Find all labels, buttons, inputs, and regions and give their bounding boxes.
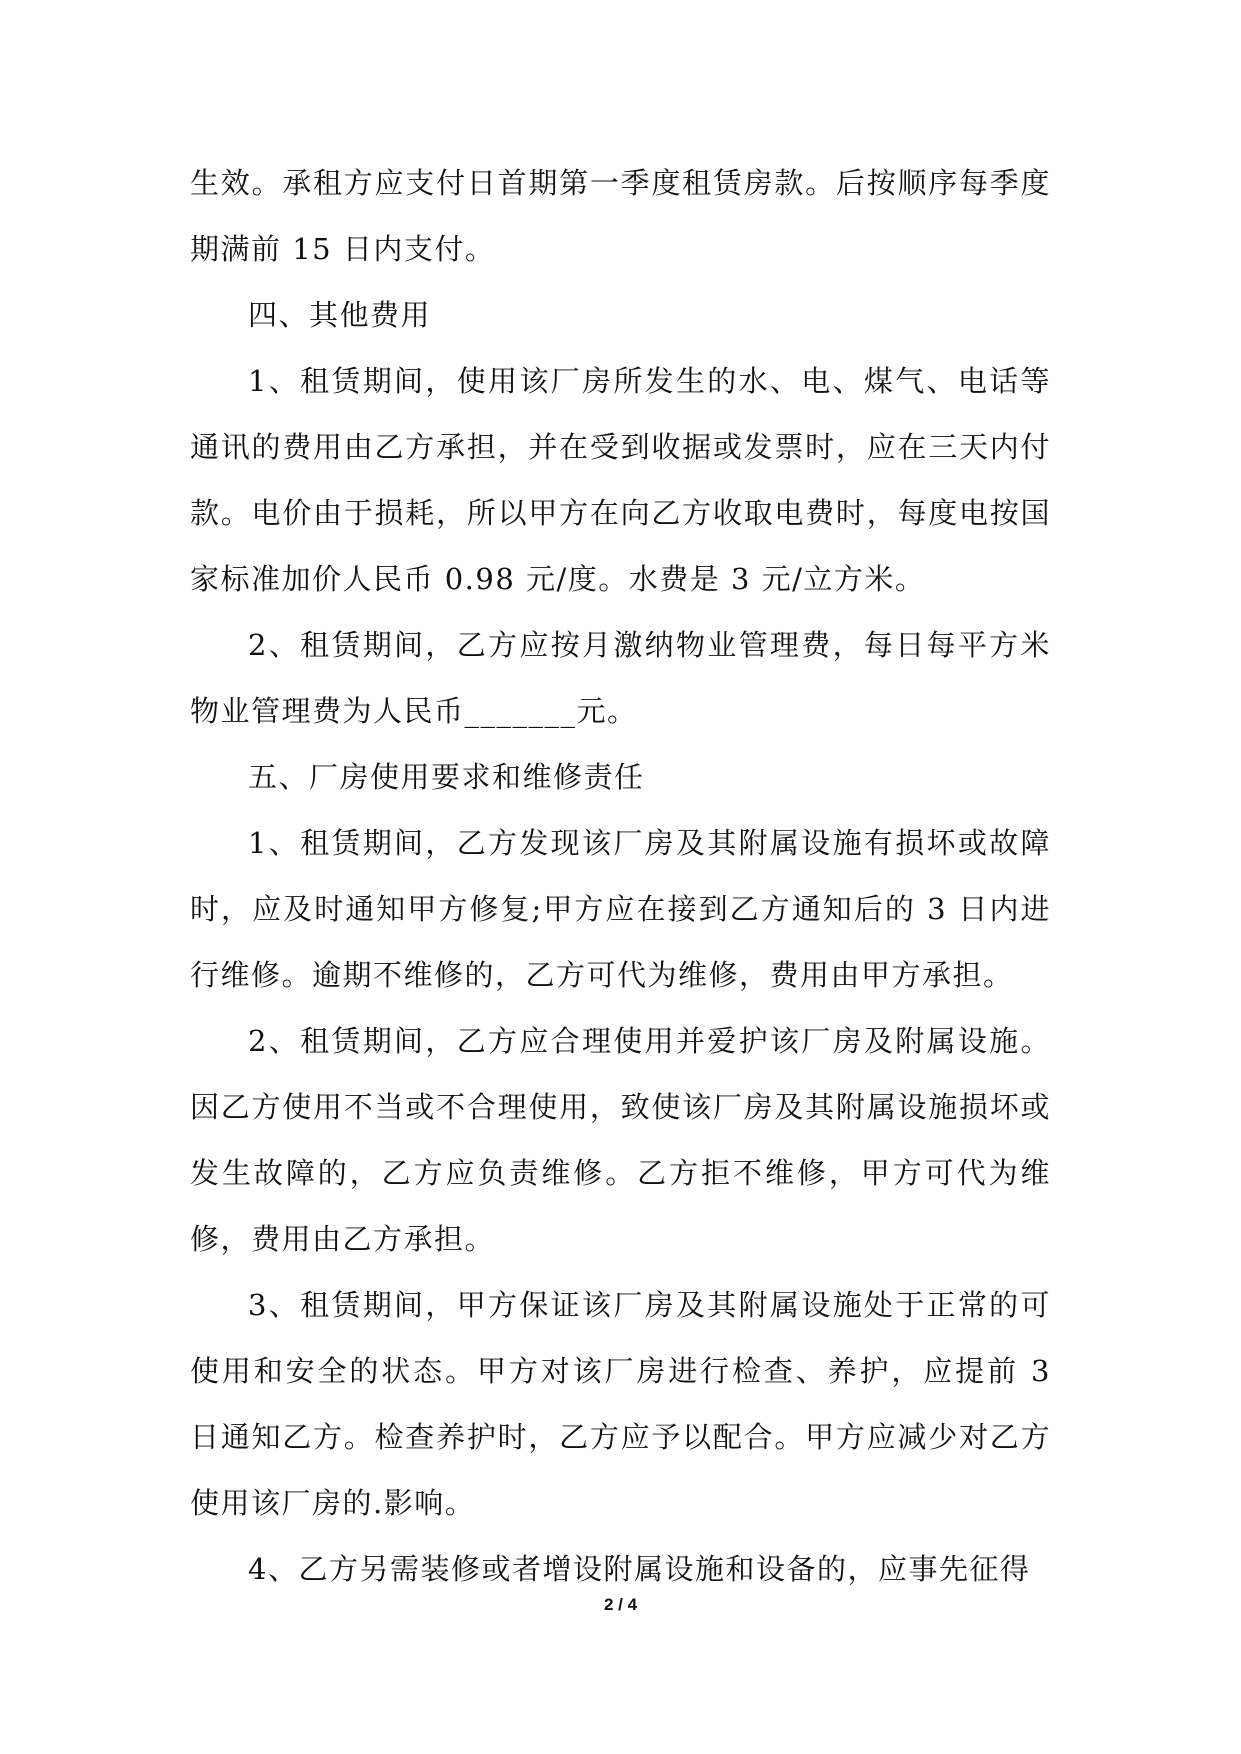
- paragraph-maintenance-clause-1: 1、租赁期间，乙方发现该厂房及其附属设施有损坏或故障时，应及时通知甲方修复;甲方应在接到乙方通知后的 3 日内进行维修。逾期不维修的，乙方可代为维修，费用由甲方承担。: [190, 826, 1051, 992]
- paragraph-fees-clause-2: 2、租赁期间，乙方应按月激纳物业管理费，每日每平方米物业管理费为人民币_______元。: [190, 628, 1051, 728]
- paragraph-maintenance-clause-3: 3、租赁期间，甲方保证该厂房及其附属设施处于正常的可使用和安全的状态。甲方对该厂房进行检查、养护，应提前 3 日通知乙方。检查养护时，乙方应予以配合。甲方应减少对乙方使用该厂房的.影响。: [190, 1288, 1051, 1520]
- paragraph-fees-clause-1: 1、租赁期间，使用该厂房所发生的水、电、煤气、电话等通讯的费用由乙方承担，并在受到收据或发票时，应在三天内付款。电价由于损耗，所以甲方在向乙方收取电费时，每度电按国家标准加价人民币 0.98 元/度。水费是 3 元/立方米。: [190, 364, 1051, 596]
- paragraph-maintenance-clause-2: 2、租赁期间，乙方应合理使用并爱护该厂房及附属设施。因乙方使用不当或不合理使用，致使该厂房及其附属设施损坏或发生故障的，乙方应负责维修。乙方拒不维修，甲方可代为维修，费用由乙方承担。: [190, 1024, 1051, 1256]
- section-heading-usage-maintenance: 五、厂房使用要求和维修责任: [248, 760, 645, 794]
- paragraph-maintenance-clause-4: 4、乙方另需装修或者增设附属设施和设备的，应事先征得: [248, 1552, 1031, 1586]
- page-number: 2 / 4: [603, 1595, 638, 1614]
- section-heading-other-fees: 四、其他费用: [248, 298, 432, 332]
- document-page: [190, 150, 1051, 1602]
- paragraph-continuation: 生效。承租方应支付日首期第一季度租赁房款。后按顺序每季度期满前 15 日内支付。: [190, 166, 1051, 266]
